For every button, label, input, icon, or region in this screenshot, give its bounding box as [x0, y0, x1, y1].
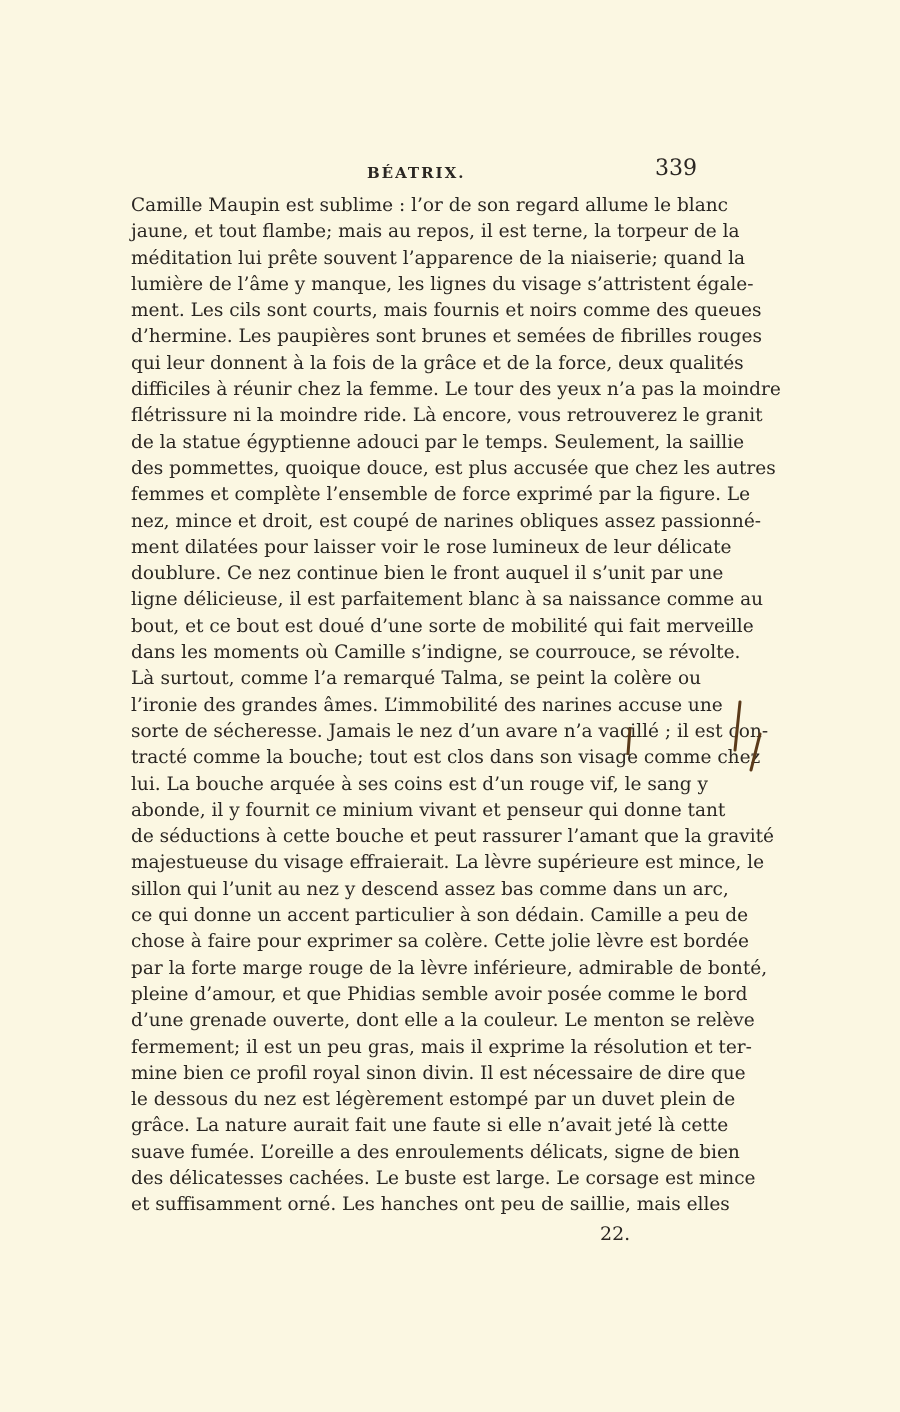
text-line: mine bien ce profil royal sinon divin. Il est nécessaire de dire que — [131, 1062, 746, 1084]
text-line: ce qui donne un accent particulier à son dédain. Camille a peu de — [131, 905, 749, 927]
pencil-slash-marks-icon — [732, 700, 766, 772]
text-line: suave fumée. L’oreille a des enroulements délicats, signe de bien — [131, 1141, 740, 1163]
page-header — [131, 156, 701, 192]
text-line: l’ironie des grandes âmes. L’immobilité des narines accuse une — [131, 694, 723, 716]
text-line: bout, et ce bout est doué d’une sorte de mobilité qui fait merveille — [131, 615, 754, 637]
text-line: de la statue égyptienne adouci par le temps. Seulement, la saillie — [131, 431, 745, 453]
text-line: majestueuse du visage effraierait. La lèvre supérieure est mince, le — [131, 852, 765, 874]
text-line: abonde, il y fournit ce minium vivant et penseur qui donne tant — [131, 799, 726, 821]
text-line: d’une grenade ouverte, dont elle a la couleur. Le menton se relève — [131, 1010, 755, 1032]
text-line: ligne délicieuse, il est parfaitement blanc à sa naissance comme au — [131, 589, 764, 611]
text-line: par la forte marge rouge de la lèvre inférieure, admirable de bonté, — [131, 957, 768, 979]
text-line: d’hermine. Les paupières sont brunes et semées de fibrilles rouges — [131, 326, 762, 348]
body-text — [131, 193, 781, 1219]
text-line: le dessous du nez est légèrement estompé par un duvet plein de — [131, 1089, 736, 1111]
text-line: et suffisamment orné. Les hanches ont peu de saillie, mais elles — [131, 1194, 730, 1216]
text-line: sillon qui l’unit au nez y descend assez bas comme dans un arc, — [131, 878, 729, 900]
text-line: ment. Les cils sont courts, mais fournis et noirs comme des queues — [131, 300, 762, 322]
text-line: difficiles à réunir chez la femme. Le tour des yeux n’a pas la moindre — [131, 379, 781, 401]
text-line: fermement; il est un peu gras, mais il exprime la résolution et ter- — [131, 1036, 752, 1058]
text-line: doublure. Ce nez continue bien le front auquel il s’unit par une — [131, 563, 724, 585]
pencil-insertion-mark-icon — [625, 727, 633, 755]
text-line: femmes et complète l’ensemble de force exprimé par la figure. Le — [131, 484, 751, 506]
text-line: tracté comme la bouche; tout est clos dans son visage comme chez — [131, 747, 761, 769]
text-line: lui. La bouche arquée à ses coins est d’un rouge vif, le sang y — [131, 773, 708, 795]
text-line: lumière de l’âme y manque, les lignes du visage s’attristent égale- — [131, 273, 754, 295]
text-line: dans les moments où Camille s’indigne, se courrouce, se révolte. — [131, 642, 741, 664]
text-line: Là surtout, comme l’a remarqué Talma, se peint la colère ou — [131, 668, 701, 690]
running-title: BÉATRIX. — [367, 164, 466, 182]
text-line: sorte de sécheresse. Jamais le nez d’un avare n’a vacillé ; il est con- — [131, 720, 769, 742]
text-line: pleine d’amour, et que Phidias semble avoir posée comme le bord — [131, 983, 748, 1005]
text-line: jaune, et tout flambe; mais au repos, il est terne, la torpeur de la — [131, 221, 740, 243]
page-number: 339 — [655, 156, 697, 181]
signature-mark: 22. — [600, 1223, 631, 1245]
text-line: nez, mince et droit, est coupé de narines obliques assez passionné- — [131, 510, 762, 532]
text-line: qui leur donnent à la fois de la grâce et de la force, deux qualités — [131, 352, 744, 374]
text-line: ment dilatées pour laisser voir le rose lumineux de leur délicate — [131, 536, 732, 558]
text-line: des pommettes, quoique douce, est plus accusée que chez les autres — [131, 457, 776, 479]
text-line: chose à faire pour exprimer sa colère. Cette jolie lèvre est bordée — [131, 931, 749, 953]
text-line: des délicatesses cachées. Le buste est large. Le corsage est mince — [131, 1167, 756, 1189]
text-line: flétrissure ni la moindre ride. Là encore, vous retrouverez le granit — [131, 405, 763, 427]
text-line: Camille Maupin est sublime : l’or de son regard allume le blanc — [131, 195, 729, 216]
text-line: méditation lui prête souvent l’apparence de la niaiserie; quand la — [131, 247, 746, 269]
text-line: grâce. La nature aurait fait une faute si elle n’avait jeté là cette — [131, 1115, 729, 1137]
text-line: de séductions à cette bouche et peut rassurer l’amant que la gravité — [131, 826, 775, 848]
